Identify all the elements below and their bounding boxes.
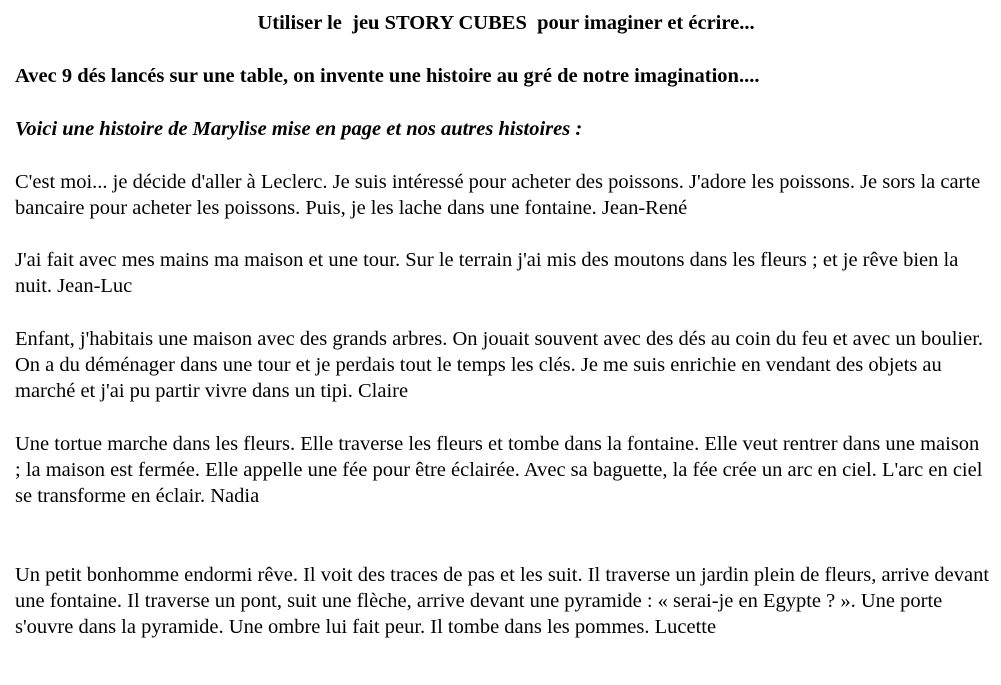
story-paragraph-nadia: Une tortue marche dans les fleurs. Elle traverse les fleurs et tombe dans la fontaine. Elle veut rentrer dans une maison ; la maison est fermée. Elle appelle une fée pour être éclairée. Avec sa baguette, la fée crée un arc en ciel. L'arc en ciel se transforme en éclair. Nadia (15, 433, 983, 507)
page-title: Utiliser le jeu STORY CUBES pour imaginer et écrire... (257, 12, 755, 34)
intro-paragraph: Avec 9 dés lancés sur une table, on invente une histoire au gré de notre imagination.... (15, 65, 760, 87)
story-paragraph-jean-luc: J'ai fait avec mes mains ma maison et une tour. Sur le terrain j'ai mis des moutons dans les fleurs ; et je rêve bien la nuit. Jean-Luc (15, 249, 959, 297)
story-paragraph-jean-rene: C'est moi... je décide d'aller à Leclerc. Je suis intéressé pour acheter des poissons. J'adore les poissons. Je sors la carte bancaire pour acheter les poissons. Puis, je les lache dans une fontaine. Jean-René (15, 171, 981, 219)
story-paragraph-claire: Enfant, j'habitais une maison avec des grands arbres. On jouait souvent avec des dés au coin du feu et avec un boulier. On a du déménager dans une tour et je perdais tout le temps les clés. Je me suis enrichie en vendant des objets au marché et j'ai pu partir vivre dans un tipi. Claire (15, 328, 984, 402)
stories-subtitle: Voici une histoire de Marylise mise en page et nos autres histoires : (15, 118, 583, 140)
story-paragraph-lucette: Un petit bonhomme endormi rêve. Il voit des traces de pas et les suit. Il traverse un jardin plein de fleurs, arrive devant une fontaine. Il traverse un pont, suit une flèche, arrive devant une pyramide : « serai-je en Egypte ? ». Une porte s'ouvre dans la pyramide. Une ombre lui fait peur. Il tombe dans les pommes. Lucette (15, 564, 990, 638)
